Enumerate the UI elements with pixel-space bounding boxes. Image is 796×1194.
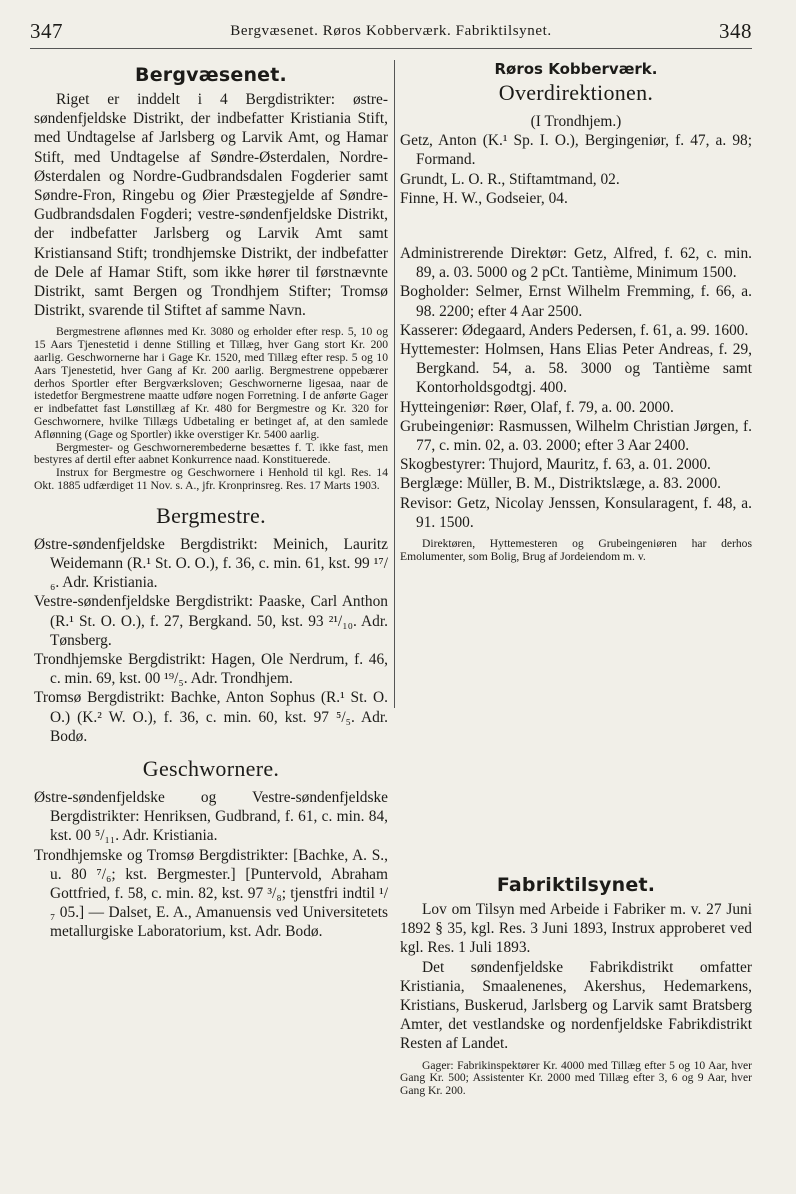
fabrik-district: Det søndenfjeldske Fabrikdistrikt omfatter Kristiania, Smaalenenes, Akershus, Hedemarkens, Kristians, Buskerud, Jarlsberg og Larvik samt Bratsberg Amter, det vestlandske og nordenfjeldske Fabrikdistrikt Resten af Landet. bbox=[400, 958, 752, 1053]
section-title-geschwornere: Geschwornere. bbox=[142, 756, 280, 782]
section-title-bergvaesenet: Bergvæsenet. bbox=[135, 64, 287, 86]
staff-entry: Skogbestyrer: Thujord, Mauritz, f. 63, a. 01. 2000. bbox=[400, 456, 711, 474]
right-column bbox=[400, 60, 752, 564]
bergmester-entry: Østre-søndenfjeldske Bergdistrikt: Meinich, Lauritz Weidemann (R.¹ St. O. O.), f. 36, c. min. 61, kst. 99 ¹⁷/₆. Adr. Kristiania. bbox=[34, 535, 388, 592]
geschworner-entry: Trondhjemske og Tromsø Bergdistrikter: [Bachke, A. S., u. 80 ⁷/₆; kst. Bergmester.] [Puntervold, Abraham Gottfried, f. 58, c. min. 82, kst. 97 ³/₈; tjenstfri indtil ¹/₇ 05.] — Dalset, E. A., Amanuensis ved Universitetets metallurgiske Laboratorium, kst. Adr. Bodø. bbox=[34, 846, 388, 941]
small-note: Bergmester- og Geschwornerembederne besættes f. T. ikke fast, men bestyres af dertil efter aabnet Konkurrence naad. Konstituerede. bbox=[34, 440, 388, 467]
page-header bbox=[30, 14, 752, 49]
bergmester-entry: Vestre-søndenfjeldske Bergdistrikt: Paaske, Carl Anthon (R.¹ St. O. O.), f. 27, Bergkand. 50, kst. 93 ²¹/₁₀. Adr. Tønsberg. bbox=[34, 593, 388, 649]
staff-entry: Hyttemester: Holmsen, Hans Elias Peter Andreas, f. 29, Bergkand. 54, a. 58. 3000 og Tantième samt Kontorholdsgodtgj. 400. bbox=[400, 341, 752, 397]
bergmester-entry: Trondhjemske Bergdistrikt: Hagen, Ole Nerdrum, f. 46, c. min. 69, kst. 00 ¹⁹/₅. Adr. Trondhjem. bbox=[34, 651, 388, 688]
bergmester-entry: Tromsø Bergdistrikt: Bachke, Anton Sophus (R.¹ St. O. O.) (K.² W. O.), f. 36, c. min. 60, kst. 97 ⁵/₅. Adr. Bodø. bbox=[34, 689, 388, 745]
staff-entry: Administrerende Direktør: Getz, Alfred, f. 62, c. min. 89, a. 03. 5000 og 2 pCt. Tantième, Minimum 1500. bbox=[400, 245, 752, 282]
staff-entry: Revisor: Getz, Nicolay Jenssen, Konsularagent, f. 48, a. 91. 1500. bbox=[400, 494, 752, 531]
fabriktilsynet-section bbox=[400, 870, 752, 1098]
staff-entry: Bogholder: Selmer, Ernst Wilhelm Fremming, f. 66, a. 98. 2200; efter 4 Aar 2500. bbox=[400, 283, 752, 320]
geschworner-entry: Østre-søndenfjeldske og Vestre-søndenfjeldske Bergdistrikter: Henriksen, Gudbrand, f. 61, c. min. 84, kst. 00 ⁵/₁₁. Adr. Kristiania. bbox=[34, 789, 388, 845]
small-note: Instrux for Bergmestre og Geschwornere i Henhold til kgl. Res. 14 Okt. 1885 udfærdiget 11 Nov. s. A., jfr. Kronprinsreg. Res. 17 Marts 1903. bbox=[34, 466, 388, 492]
right-page-number: 348 bbox=[719, 18, 752, 43]
overdirektion-member: Finne, H. W., Godseier, 04. bbox=[400, 189, 568, 207]
staff-entry: Kasserer: Ødegaard, Anders Pedersen, f. 61, a. 99. 1600. bbox=[400, 321, 749, 339]
staff-entry: Hytteingeniør: Røer, Olaf, f. 79, a. 00. 2000. bbox=[400, 398, 674, 416]
left-page-number: 347 bbox=[30, 18, 63, 43]
section-title-fabriktilsynet: Fabriktilsynet. bbox=[496, 874, 656, 896]
small-note: Bergmestrene aflønnes med Kr. 3080 og erholder efter resp. 5, 10 og 15 Aars Tjenestetid i denne Stilling et Tillæg, hver Gang stort Kr. 200 aarlig. Geschwornerne har i Gage Kr. 1520, med Tillæg efter resp. 5 og 10 Aars Tjenestetid, hver Gang af Kr. 200 aarlig. Bergmestrene oppebærer derhos Sportler efter Bergværksloven; Geschwornerne ligesaa, naar de istedetfor Bergmestrene maatte udføre nogen Forretning. I de anførte Gager er indbefattet fast Lønstillæg af Kr. 480 for Bergmestre og Kr. 320 for Geschwornere, hvilke Tillægs Udbetaling er betinget af, at den samlede Aflønning (Gage og Sportler) ikke overstiger Kr. 5400 aarlig. bbox=[34, 325, 388, 441]
column-divider bbox=[394, 60, 395, 708]
location-note: (I Trondhjem.) bbox=[530, 113, 622, 130]
left-column bbox=[34, 60, 388, 942]
staff-entry: Grubeingeniør: Rasmussen, Wilhelm Christian Jørgen, f. 77, c. min. 02, a. 03. 2000; efter 3 Aar 2400. bbox=[400, 417, 752, 455]
running-title: Bergvæsenet. Røros Kobberværk. Fabriktilsynet. bbox=[230, 22, 552, 39]
emolument-note: Direktøren, Hyttemesteren og Grubeingeniøren har derhos Emolumenter, som Bolig, Brug af Jordeiendom m. v. bbox=[400, 537, 752, 563]
section-title-roros: Røros Kobberværk. bbox=[494, 60, 658, 78]
bergvaesenet-intro: Riget er inddelt i 4 Bergdistrikter: østre-søndenfjeldske Distrikt, der indbefatter Kristiania Stift, med Undtagelse af Jarlsberg og Larvik Amt, og Hamar Stift, med Undtagelse af Søndre-Østerdalen, Nordre-Østerdalen og Nordre-Gudbrandsdalen Fogderier samt Søndre-Fron, Ringebu og Øier Præstegjelde af Søndre-Gudbrandsdalen Fogderi; vestre-søndenfjeldske Distrikt, der indbefatter Jarlsberg og Larvik Amt samt Kristiansand Stift; trondhjemske Distrikt, der indbefatter de Dele af Hamar Stift, som ikke hører til førstnævnte Distrikt, samt Bergen og Trondhjem Stifter; Tromsø Distrikt, svarende til Stiftet af samme Navn. bbox=[34, 91, 388, 320]
overdirektion-member: Getz, Anton (K.¹ Sp. I. O.), Bergingeniør, f. 47, a. 98; Formand. bbox=[400, 132, 752, 169]
fabrik-gager: Gager: Fabrikinspektører Kr. 4000 med Tillæg efter 5 og 10 Aar, hver Gang Kr. 500; Assistenter Kr. 2000 med Tillæg efter 3, 6 og 9 Aar, hver Gang Kr. 200. bbox=[400, 1058, 752, 1098]
fabrik-law: Lov om Tilsyn med Arbeide i Fabriker m. v. 27 Juni 1892 § 35, kgl. Res. 3 Juni 1893, Instrux approberet ved kgl. Res. 1 Juli 1893. bbox=[400, 901, 752, 957]
overdirektion-title: Overdirektionen. bbox=[498, 80, 654, 105]
section-title-bergmestre: Bergmestre. bbox=[156, 502, 266, 528]
overdirektion-member: Grundt, L. O. R., Stiftamtmand, 02. bbox=[400, 170, 620, 188]
staff-entry: Berglæge: Müller, B. M., Distriktslæge, a. 83. 2000. bbox=[400, 475, 722, 493]
